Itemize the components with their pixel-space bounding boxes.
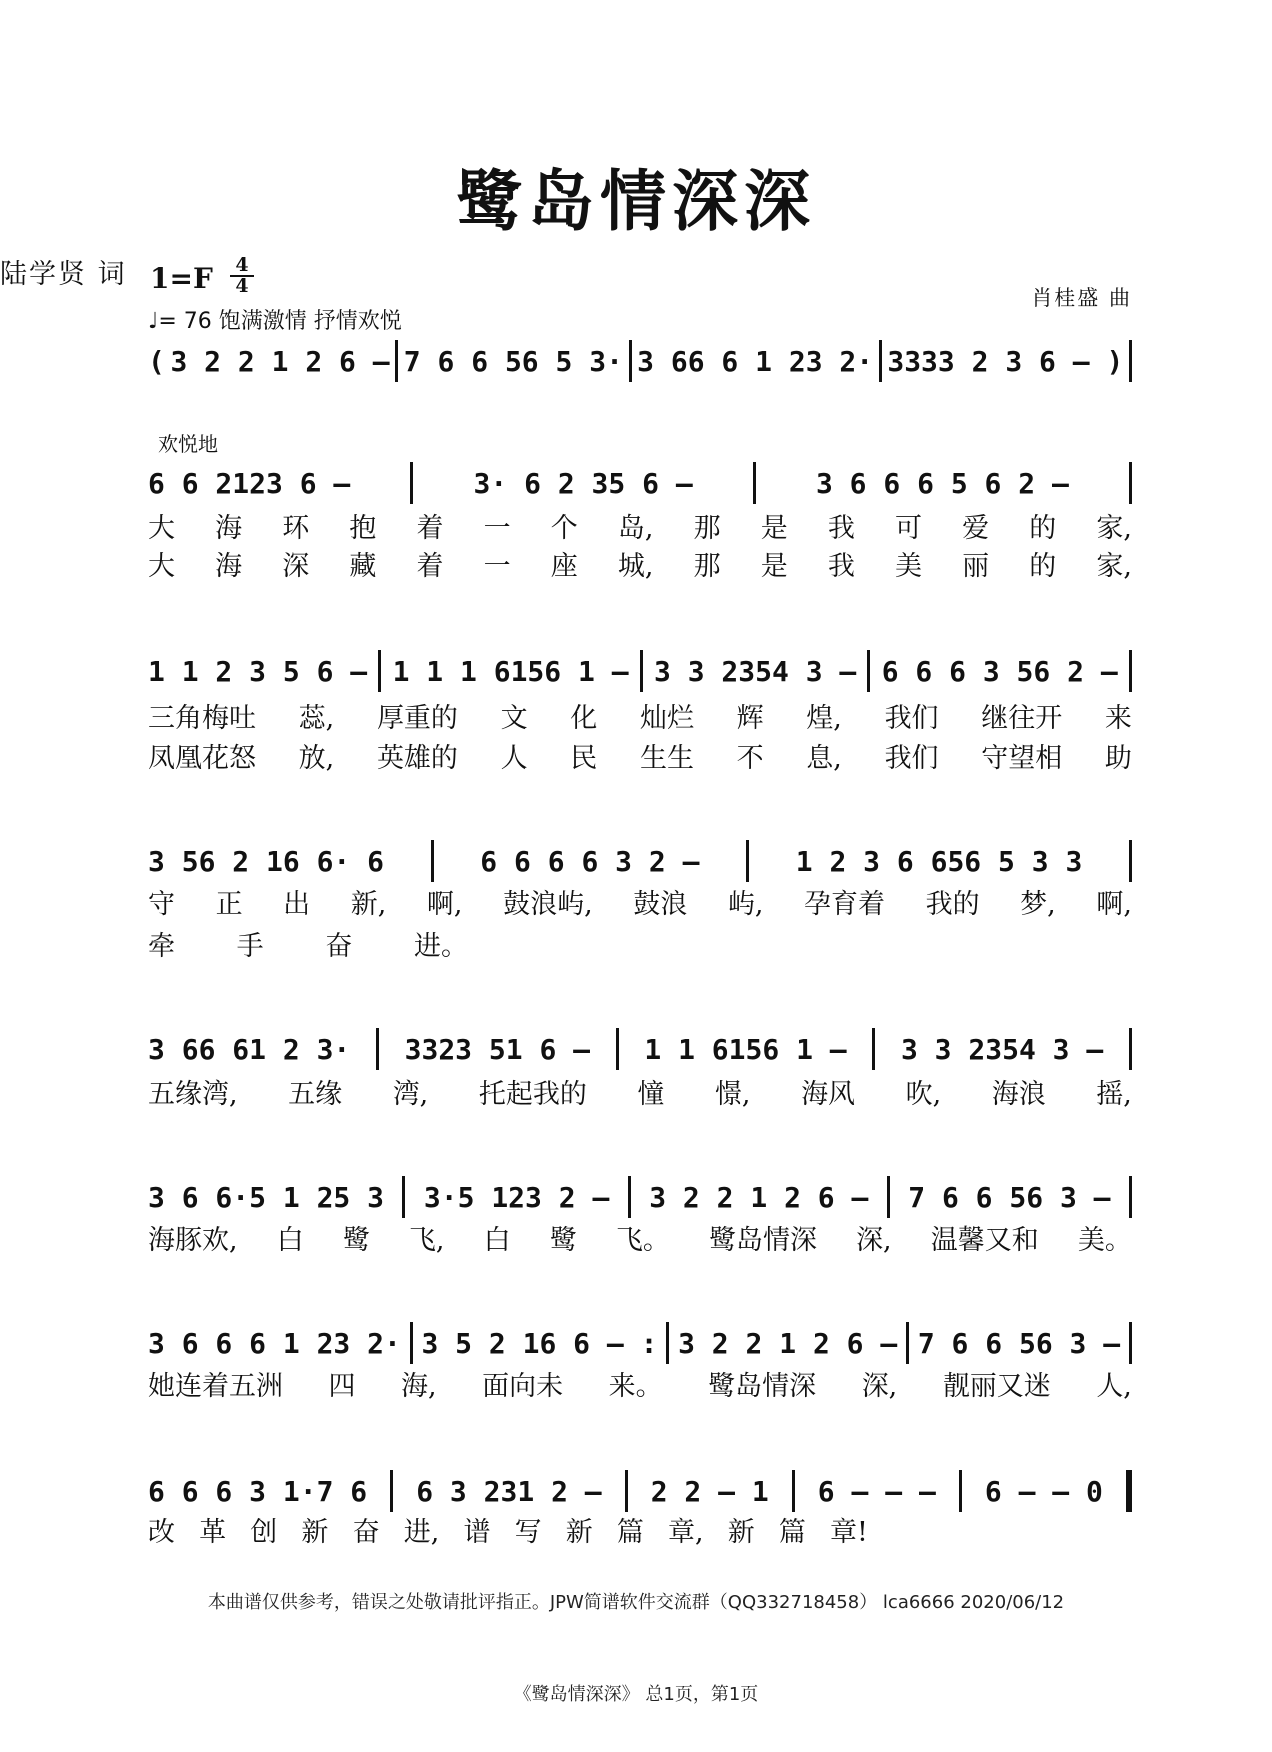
lyric-syllable: 篇 — [778, 1517, 806, 1548]
lyric-syllable: 飞, — [408, 1225, 445, 1256]
lyric-syllable: 美。 — [1077, 1225, 1132, 1256]
lyric-syllable: 海风 — [801, 1079, 856, 1110]
lyric-syllable: 正 — [215, 889, 243, 920]
lyric-syllable: 家, — [1096, 551, 1132, 582]
note-group: ( — [148, 344, 165, 378]
lyric-syllable: 新 — [565, 1517, 593, 1548]
lyric-syllable: 出 — [283, 889, 311, 920]
bar-line — [906, 1322, 909, 1364]
note-group: 3 2 2 1 2 6 – — [170, 344, 390, 378]
lyric-syllable: 一 — [483, 551, 511, 582]
lyricist-credit: 陆学贤 词 — [0, 259, 127, 290]
bar-line — [753, 462, 756, 504]
lyric-syllable: 谱 — [463, 1517, 491, 1548]
lyric-syllable: 城, — [617, 551, 654, 582]
lyric-syllable: 人 — [500, 743, 528, 774]
lyric-syllable: 是 — [760, 513, 788, 544]
lyric-syllable: 湾, — [392, 1079, 429, 1110]
lyric-syllable: 飞。 — [615, 1225, 670, 1256]
lyric-syllable: 深 — [282, 551, 310, 582]
bar-line — [625, 1470, 628, 1512]
bar-line — [378, 650, 381, 692]
bar-line — [1129, 462, 1132, 504]
lyric-syllable: 鹭岛情深 — [708, 1225, 817, 1256]
lyric-syllable: 息, — [806, 743, 842, 774]
note-group: 6 6 2123 6 – — [148, 466, 351, 500]
lyric-syllable: 鼓浪 — [633, 889, 688, 920]
lyric-syllable: 五缘湾, — [148, 1079, 238, 1110]
note-group: 3 56 2 16 6· 6 — [148, 844, 385, 878]
lyric-syllable: 化 — [570, 703, 598, 734]
lyric-syllable: 不 — [736, 743, 764, 774]
lyric-syllable: 辉 — [736, 703, 764, 734]
lyric-syllable: 着 — [416, 551, 444, 582]
bar-line — [1129, 340, 1132, 382]
lyric-syllable: 抱 — [349, 513, 377, 544]
score-line — [148, 1470, 1132, 1590]
lyric-syllable: 凤凰花怒 — [148, 743, 256, 774]
note-group: 3 2 2 1 2 6 – — [649, 1180, 869, 1214]
lyric-syllable: 深, — [856, 1225, 892, 1256]
lyric-syllable: 灿烂 — [639, 703, 694, 734]
lyric-syllable: 蕊, — [298, 703, 335, 734]
lyric-syllable: 鼓浪屿, — [503, 889, 593, 920]
lyric-syllable: 我们 — [884, 703, 939, 734]
note-group: 3 6 6 6 5 6 2 – — [815, 466, 1069, 500]
note-group: 3323 51 6 – — [404, 1032, 591, 1066]
lyrics-verse-1 — [148, 506, 1132, 545]
note-group: 3333 2 3 6 – ) — [887, 344, 1124, 378]
bar-line — [395, 340, 398, 382]
lyrics-verse-1 — [148, 696, 1132, 735]
lyric-syllable: 鹭 — [342, 1225, 370, 1256]
lyric-syllable: 深, — [861, 1371, 898, 1402]
notes-row — [148, 1470, 1132, 1512]
lyric-syllable: 我 — [827, 513, 855, 544]
lyric-syllable: 温馨又和 — [930, 1225, 1039, 1256]
bar-line — [629, 340, 632, 382]
note-group: 1 1 6156 1 – — [644, 1032, 847, 1066]
bar-line — [628, 1176, 631, 1218]
lyric-syllable: 靓丽又迷 — [942, 1371, 1051, 1402]
lyric-syllable: 海 — [215, 513, 243, 544]
note-group: 3·5 123 2 – — [423, 1180, 610, 1214]
bar-line — [1129, 650, 1132, 692]
bar-line — [390, 1470, 393, 1512]
lyric-syllable: 改 — [148, 1517, 175, 1548]
lyric-syllable: 家, — [1096, 513, 1132, 544]
lyrics-verse-1 — [148, 1510, 868, 1549]
note-group: 3 2 2 1 2 6 – — [678, 1326, 898, 1360]
lyric-syllable: 写 — [514, 1517, 542, 1548]
notes-row — [148, 840, 1132, 882]
tempo-marking: ♩= 76 饱满激情 抒情欢悦 — [148, 309, 402, 334]
lyrics-verse-2 — [148, 544, 1132, 583]
bar-line — [792, 1470, 795, 1512]
note-group: 6 6 6 3 1·7 6 — [148, 1474, 368, 1508]
lyric-syllable: 藏 — [349, 551, 377, 582]
lyric-syllable: 着 — [416, 513, 444, 544]
lyric-syllable: 那 — [693, 551, 721, 582]
note-group: 7 6 6 56 3 – — [917, 1326, 1121, 1360]
lyric-syllable: 啊, — [426, 889, 463, 920]
lyric-syllable: 岛, — [617, 513, 654, 544]
lyric-syllable: 大 — [148, 551, 175, 582]
repeat-bar-line — [666, 1322, 669, 1364]
lyric-syllable: 的 — [1029, 551, 1057, 582]
lyric-syllable: 白 — [276, 1225, 304, 1256]
note-group: 2 2 – 1 — [650, 1474, 769, 1508]
lyrics-verse-1 — [148, 882, 1132, 921]
notes-row — [148, 340, 1132, 382]
lyric-syllable: 我 — [827, 551, 855, 582]
lyric-syllable: 啊, — [1096, 889, 1132, 920]
lyric-syllable: 新 — [727, 1517, 755, 1548]
lyric-syllable: 进。 — [413, 931, 468, 962]
notes-row — [148, 1322, 1132, 1364]
lyric-syllable: 四 — [328, 1371, 356, 1402]
lyric-syllable: 憧 — [637, 1079, 665, 1110]
lyric-syllable: 托起我的 — [478, 1079, 587, 1110]
lyric-syllable: 民 — [570, 743, 598, 774]
bar-line — [872, 1028, 875, 1070]
lyric-syllable: 篇 — [616, 1517, 644, 1548]
lyric-syllable: 进, — [403, 1517, 440, 1548]
lyric-syllable: 放, — [298, 743, 335, 774]
bar-line — [867, 650, 870, 692]
note-group: 3 3 2354 3 – — [653, 654, 857, 688]
lyric-syllable: 憬, — [714, 1079, 751, 1110]
bar-line — [402, 1176, 405, 1218]
note-group: 1 1 1 6156 1 – — [392, 654, 629, 688]
lyric-syllable: 生生 — [639, 743, 694, 774]
bar-line — [959, 1470, 962, 1512]
lyric-syllable: 孕育着 — [804, 889, 885, 920]
lyric-syllable: 牵 — [148, 931, 175, 962]
lyric-syllable: 海 — [215, 551, 243, 582]
lyric-syllable: 环 — [282, 513, 310, 544]
note-group: 3 66 6 1 23 2· — [637, 344, 874, 378]
lyric-syllable: 丽 — [962, 551, 990, 582]
note-group: 3 6 6 6 1 23 2· — [148, 1326, 401, 1360]
note-group: 1 2 3 6 656 5 3 3 — [795, 844, 1083, 878]
note-group: 6 6 6 3 56 2 – — [881, 654, 1118, 688]
lyric-syllable: 海, — [401, 1371, 437, 1402]
lyric-syllable: 来 — [1104, 703, 1132, 734]
lyric-syllable: 座 — [550, 551, 578, 582]
score-line — [148, 1322, 1132, 1442]
lyric-syllable: 革 — [199, 1517, 227, 1548]
lyric-syllable: 章! — [830, 1517, 868, 1548]
score-line — [148, 462, 1132, 582]
lyrics-verse-2 — [148, 736, 1132, 775]
lyric-syllable: 五缘 — [288, 1079, 343, 1110]
note-group: 6 – – – — [817, 1474, 936, 1508]
lyric-syllable: 个 — [550, 513, 578, 544]
lyric-syllable: 是 — [760, 551, 788, 582]
note-group: 6 6 6 6 3 2 – — [480, 844, 700, 878]
lyric-syllable: 厚重的 — [376, 703, 458, 734]
lyric-syllable: 文 — [500, 703, 528, 734]
lyric-syllable: 屿, — [727, 889, 764, 920]
lyric-syllable: 她连着五洲 — [148, 1371, 283, 1402]
bar-line — [376, 1028, 379, 1070]
lyric-syllable: 白 — [483, 1225, 511, 1256]
lyrics-verse-1 — [148, 1072, 1132, 1111]
lyric-syllable: 章, — [668, 1517, 704, 1548]
lyric-syllable: 英雄的 — [376, 743, 458, 774]
bar-line — [746, 840, 749, 882]
lyric-syllable: 吹, — [905, 1079, 942, 1110]
bar-line — [1129, 840, 1132, 882]
lyric-syllable: 我的 — [925, 889, 980, 920]
bar-line — [1129, 1322, 1132, 1364]
key-signature: 1=F — [150, 262, 213, 295]
lyrics-verse-2 — [148, 924, 468, 963]
note-group: 3 5 2 16 6 – : — [421, 1326, 658, 1360]
bar-line — [410, 1322, 413, 1364]
bar-line — [1129, 1028, 1132, 1070]
lyric-syllable: 梦, — [1020, 889, 1056, 920]
lyric-syllable: 爱 — [962, 513, 990, 544]
lyric-syllable: 新, — [350, 889, 387, 920]
lyrics-verse-1 — [148, 1218, 1132, 1257]
score-line — [148, 1028, 1132, 1148]
lyric-syllable: 美 — [894, 551, 922, 582]
score-line — [148, 840, 1132, 960]
notes-row — [148, 1028, 1132, 1070]
lyric-syllable: 三角梅吐 — [148, 703, 256, 734]
note-group: 3 3 2354 3 – — [900, 1032, 1104, 1066]
meter-denominator: 4 — [230, 275, 254, 296]
notes-row — [148, 462, 1132, 504]
bar-line — [640, 650, 643, 692]
lyric-syllable: 创 — [250, 1517, 278, 1548]
bar-line — [616, 1028, 619, 1070]
note-group: 6 – – 0 — [984, 1474, 1103, 1508]
lyric-syllable: 助 — [1104, 743, 1132, 774]
note-group: 7 6 6 56 5 3· — [403, 344, 623, 378]
bar-line — [879, 340, 882, 382]
lyric-syllable: 一 — [483, 513, 511, 544]
lyric-syllable: 煌, — [806, 703, 842, 734]
note-group: 3 66 61 2 3· — [148, 1032, 351, 1066]
expression-marking: 欢悦地 — [158, 432, 218, 456]
lyric-syllable: 大 — [148, 513, 175, 544]
lyric-syllable: 继往开 — [981, 703, 1063, 734]
note-group: 1 1 2 3 5 6 – — [148, 654, 368, 688]
lyric-syllable: 可 — [894, 513, 922, 544]
final-bar-line — [1126, 1470, 1132, 1512]
lyric-syllable: 海浪 — [991, 1079, 1046, 1110]
note-group: 3· 6 2 35 6 – — [473, 466, 693, 500]
lyric-syllable: 手 — [236, 931, 264, 962]
lyric-syllable: 奋 — [352, 1517, 380, 1548]
score-line — [148, 650, 1132, 774]
bar-line — [431, 840, 434, 882]
lyric-syllable: 鹭岛情深 — [708, 1371, 817, 1402]
lyric-syllable: 那 — [693, 513, 721, 544]
lyric-syllable: 新 — [301, 1517, 329, 1548]
bar-line — [1129, 1176, 1132, 1218]
note-group: 7 6 6 56 3 – — [908, 1180, 1111, 1214]
score-line-intro — [148, 340, 1132, 460]
lyric-syllable: 守 — [148, 889, 175, 920]
notes-row — [148, 650, 1132, 692]
lyric-syllable: 守望相 — [981, 743, 1063, 774]
disclaimer-note: 本曲谱仅供参考，错误之处敬请批评指正。JPW简谱软件交流群（QQ332718458） lca6666 2020/06/12 — [207, 1592, 1065, 1613]
score-line — [148, 1176, 1132, 1296]
lyric-syllable: 鹭 — [549, 1225, 577, 1256]
lyric-syllable: 我们 — [884, 743, 939, 774]
meter-numerator: 4 — [235, 254, 249, 276]
lyric-syllable: 奋 — [325, 931, 353, 962]
note-group: 3 6 6·5 1 25 3 — [148, 1180, 385, 1214]
bar-line — [410, 462, 413, 504]
notes-row — [148, 1176, 1132, 1218]
lyric-syllable: 面向未 — [482, 1371, 564, 1402]
note-group: 6 3 231 2 – — [416, 1474, 602, 1508]
lyrics-verse-1 — [148, 1364, 1132, 1403]
page-number: 《鹭岛情深深》 总1页，第1页 — [513, 1684, 759, 1705]
lyric-syllable: 来。 — [608, 1371, 663, 1402]
composer-credit: 肖桂盛 曲 — [1031, 286, 1132, 310]
lyric-syllable: 人, — [1096, 1371, 1132, 1402]
bar-line — [887, 1176, 890, 1218]
lyric-syllable: 摇, — [1096, 1079, 1132, 1110]
song-title: 鹭岛情深深 — [456, 162, 816, 240]
lyric-syllable: 的 — [1029, 513, 1057, 544]
lyric-syllable: 海豚欢, — [148, 1225, 238, 1256]
